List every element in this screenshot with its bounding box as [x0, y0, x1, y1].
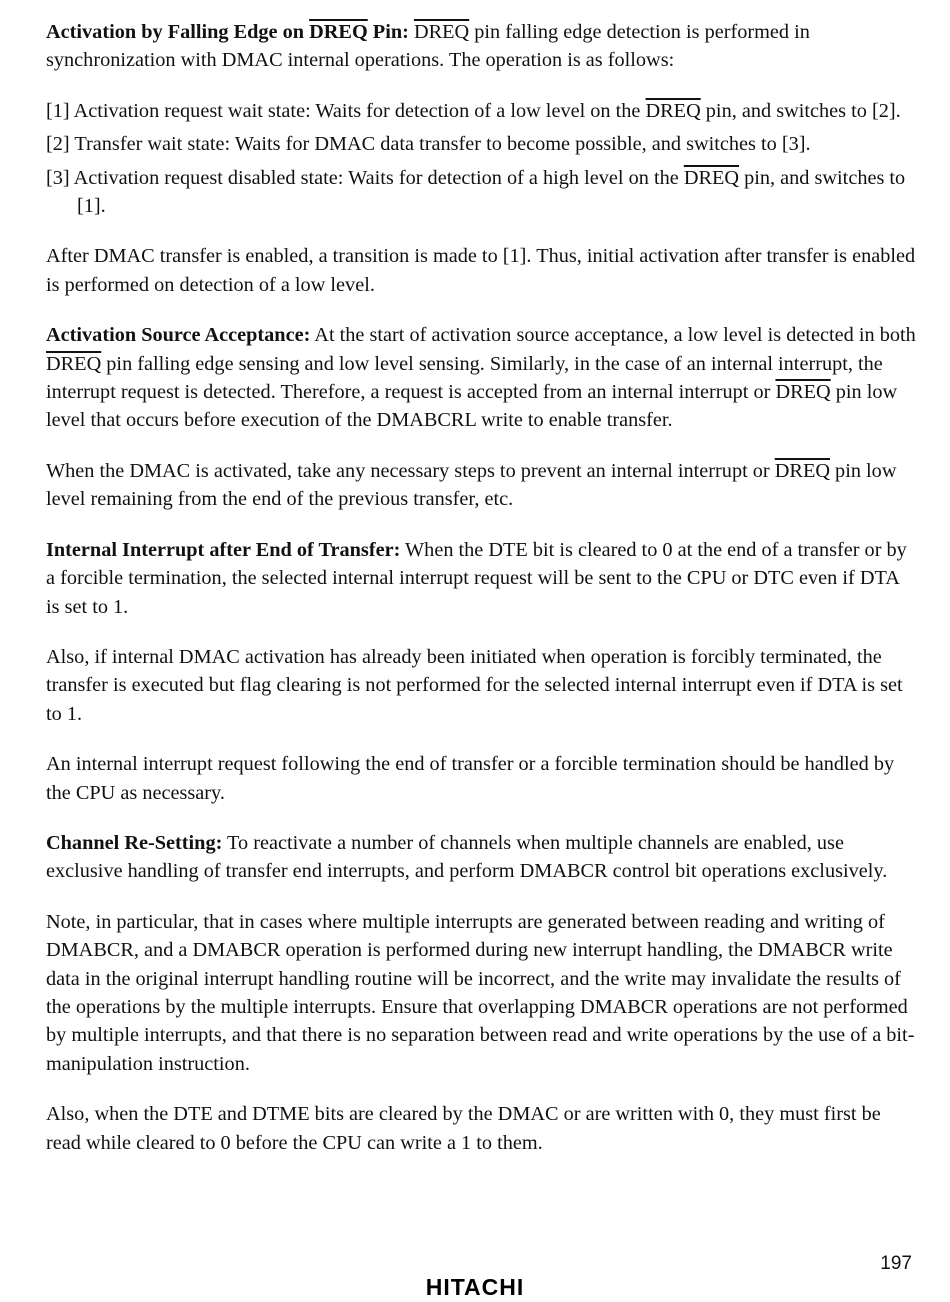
- dreq-overline: DREQ: [683, 166, 740, 189]
- dreq-overline: DREQ: [645, 99, 701, 122]
- paragraph-falling-edge: Activation by Falling Edge on DREQ Pin: DREQ pin falling edge detection is performed in synchronization with DMAC internal operations. The operation is as follows:: [46, 21, 810, 72]
- document-body: [46, 18, 916, 1179]
- dreq-overline: DREQ: [309, 21, 368, 43]
- heading-internal-interrupt: Internal Interrupt after End of Transfer:: [46, 538, 401, 561]
- paragraph-internal-interrupt: Internal Interrupt after End of Transfer: When the DTE bit is cleared to 0 at the end of a transfer or by a forcible termination, the selected internal interrupt request will be sent to the CPU or DTC even if DTA is set to 1.: [46, 538, 907, 618]
- heading-falling-edge: Activation by Falling Edge on DREQ Pin:: [46, 21, 409, 43]
- paragraph-source-acceptance: Activation Source Acceptance: At the start of activation source acceptance, a low level is detected in both DREQ pin falling edge sensing and low level sensing. Similarly, in the case of an internal interrupt, the interrupt request is detected. Therefore, a request is accepted from an internal interrupt or DREQ pin low level that occurs before execution of the DMABCRL write to enable transfer.: [46, 324, 916, 432]
- page-number: 197: [880, 1253, 912, 1274]
- dreq-overline: DREQ: [774, 459, 830, 482]
- paragraph-after-transfer: After DMAC transfer is enabled, a transition is made to [1]. Thus, initial activation after transfer is enabled is performed on detection of a low level.: [46, 245, 916, 296]
- heading-channel-resetting: Channel Re-Setting:: [46, 831, 223, 854]
- dreq-overline: DREQ: [46, 352, 102, 375]
- dreq-overline: DREQ: [413, 21, 470, 43]
- state-list: [46, 97, 916, 221]
- paragraph-note-dmabcr: Note, in particular, that in cases where multiple interrupts are generated between reading and writing of DMABCR, and a DMABCR operation is performed during new interrupt handling, the DMABCR write data in the original interrupt handling routine will be incorrect, and the write may invalidate the results of the operations by the multiple interrupts. Ensure that overlapping DMABCR operations are not performed by multiple interrupts, and that there is no separation between read and write operations by the use of a bit-manipulation instruction.: [46, 910, 915, 1075]
- list-item: [3] Activation request disabled state: Waits for detection of a high level on the DREQ pin, and switches to [1].: [46, 166, 906, 218]
- paragraph-dte-dtme: Also, when the DTE and DTME bits are cleared by the DMAC or are written with 0, they must first be read while cleared to 0 before the CPU can write a 1 to them.: [46, 1103, 881, 1154]
- hitachi-logo: HITACHI: [425, 1274, 525, 1300]
- heading-source-acceptance: Activation Source Acceptance:: [46, 324, 311, 347]
- paragraph-forcible-termination: Also, if internal DMAC activation has already been initiated when operation is forcibly terminated, the transfer is executed but flag clearing is not performed for the selected internal interrupt even if DTA is set to 1.: [46, 645, 903, 725]
- list-item: [1] Activation request wait state: Waits for detection of a low level on the DREQ pin, and switches to [2].: [46, 99, 901, 122]
- list-item: [2] Transfer wait state: Waits for DMAC data transfer to become possible, and switches to [3].: [46, 133, 811, 156]
- paragraph-channel-resetting: Channel Re-Setting: To reactivate a number of channels when multiple channels are enabled, use exclusive handling of transfer end interrupts, and perform DMABCR control bit operations exclusively.: [46, 831, 888, 883]
- paragraph-activation-steps: When the DMAC is activated, take any necessary steps to prevent an internal interrupt or DREQ pin low level remaining from the end of the previous transfer, etc.: [46, 459, 897, 511]
- dreq-overline: DREQ: [775, 381, 831, 404]
- paragraph-cpu-handling: An internal interrupt request following the end of transfer or a forcible termination should be handled by the CPU as necessary.: [46, 753, 895, 804]
